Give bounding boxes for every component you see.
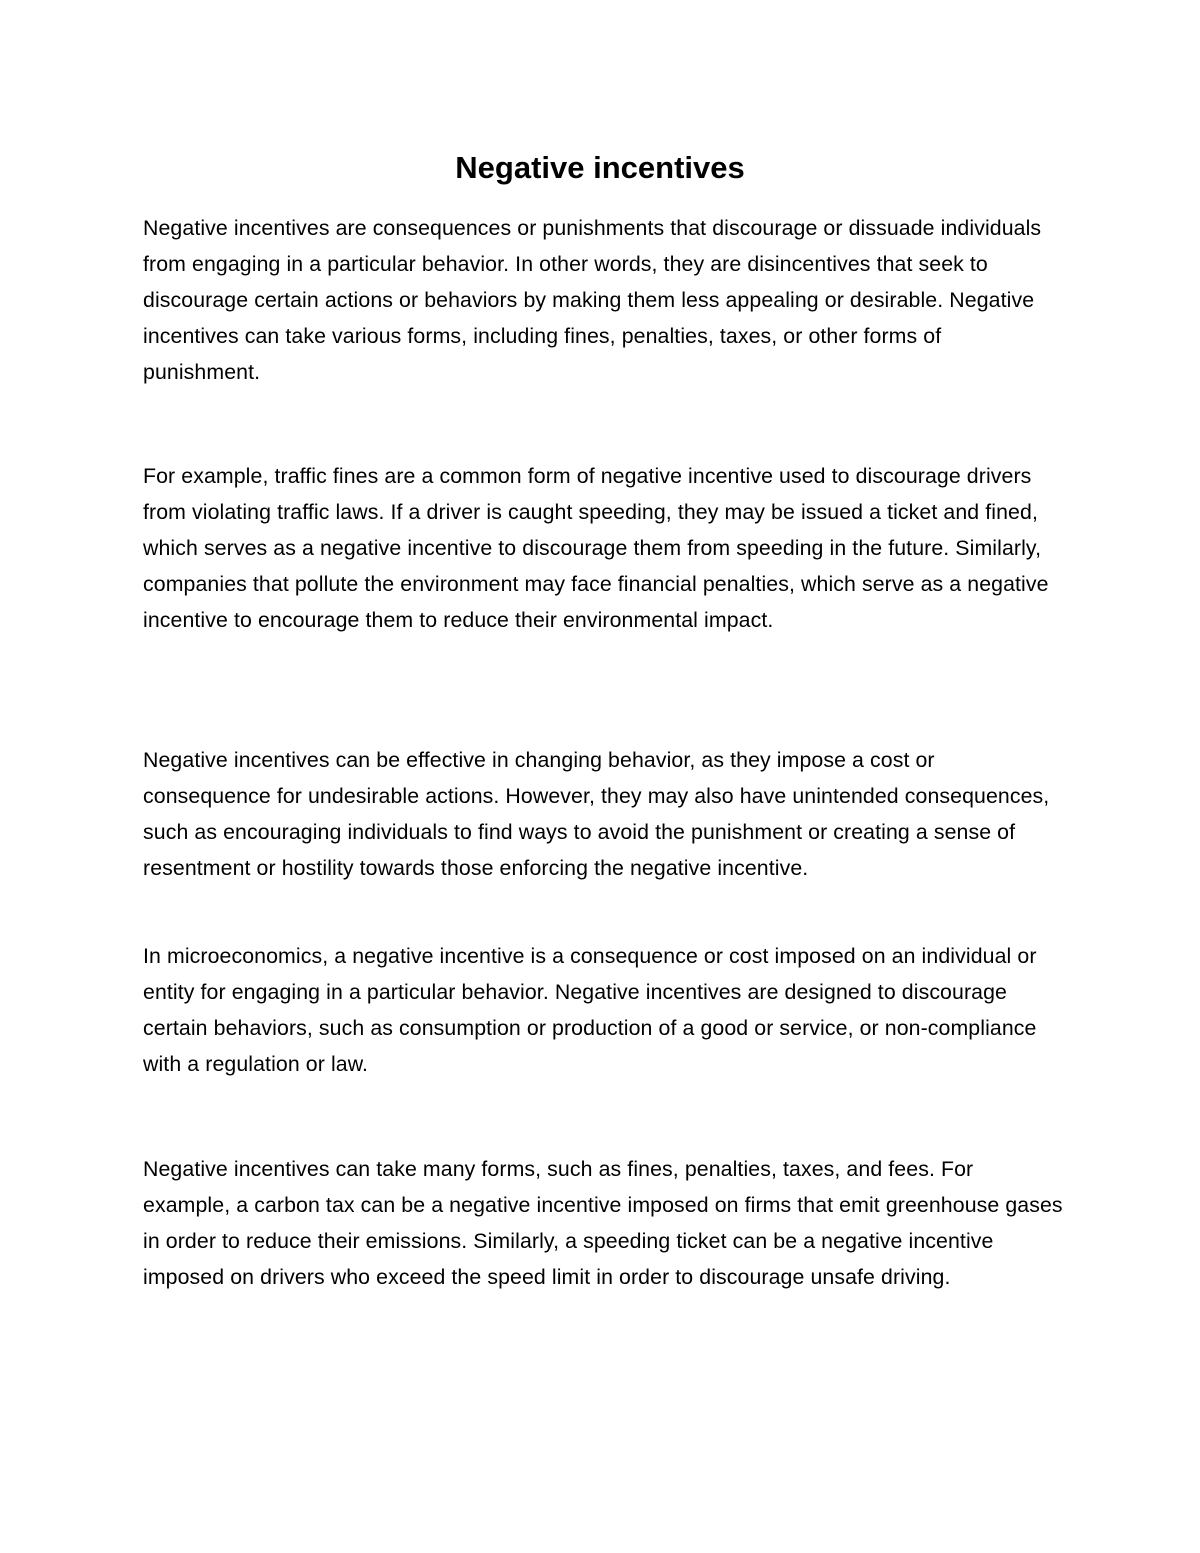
- paragraph-microeconomics: In microeconomics, a negative incentive is a consequence or cost imposed on an individual or entity for engaging in a particular behavior. Negative incentives are designed to discourage certain behaviors, such as consumption or production of a good or service, or non-compliance with a regulation or law.: [143, 944, 1037, 1076]
- document-title: Negative incentives: [455, 150, 745, 185]
- paragraph-definition: Negative incentives are consequences or punishments that discourage or dissuade individuals from engaging in a particular behavior. In other words, they are disincentives that seek to discourage certain actions or behaviors by making them less appealing or desirable. Negative incentives can take various forms, including fines, penalties, taxes, or other forms of punishment.: [143, 216, 1042, 384]
- paragraph-example: For example, traffic fines are a common form of negative incentive used to discourage drivers from violating traffic laws. If a driver is caught speeding, they may be issued a ticket and fined, which serves as a negative incentive to discourage them from speeding in the future. Similarly, companies that pollute the environment may face financial penalties, which serve as a negative incentive to encourage them to reduce their environmental impact.: [143, 464, 1049, 632]
- paragraph-effectiveness: Negative incentives can be effective in changing behavior, as they impose a cost or consequence for undesirable actions. However, they may also have unintended consequences, such as encouraging individuals to find ways to avoid the punishment or creating a sense of resentment or hostility towards those enforcing the negative incentive.: [143, 748, 1050, 880]
- paragraph-forms: Negative incentives can take many forms, such as fines, penalties, taxes, and fees. For example, a carbon tax can be a negative incentive imposed on firms that emit greenhouse gases in order to reduce their emissions. Similarly, a speeding ticket can be a negative incentive imposed on drivers who exceed the speed limit in order to discourage unsafe driving.: [143, 1157, 1063, 1289]
